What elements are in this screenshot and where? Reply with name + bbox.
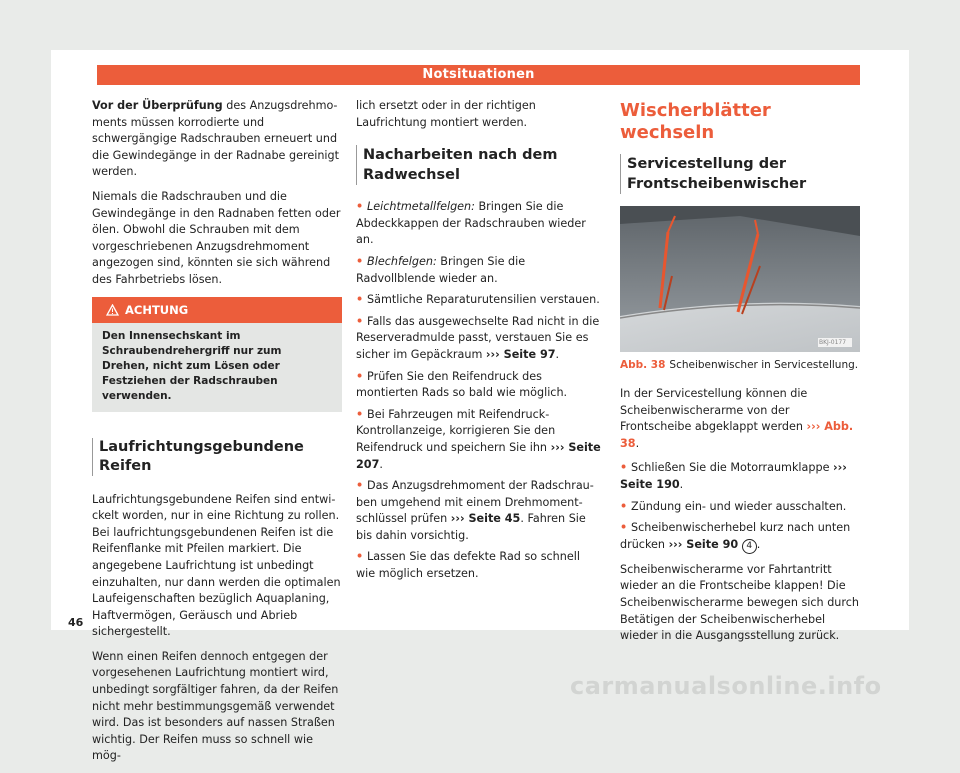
section-title: Laufrichtungsgebundene Reifen bbox=[92, 438, 342, 476]
section-title: Servicestellung der Frontscheibenwischer bbox=[620, 154, 860, 194]
windshield-drawing bbox=[620, 206, 860, 352]
bullet-icon: • bbox=[620, 521, 632, 535]
item-text: Bringen Sie die Abdeckkappen der Radschrauben wieder an. bbox=[356, 200, 586, 247]
figure-caption bbox=[620, 358, 860, 372]
item-text: Bei Fahrzeugen mit Reifendruck-Kontrollanzeige, korrigieren Sie den Reifendruck und speichern Sie ihn bbox=[356, 407, 556, 454]
list-item: • Scheibenwischerhebel kurz nach unten drücken ››› Seite 90 4 . bbox=[620, 520, 860, 554]
page-number: 46 bbox=[68, 616, 84, 629]
paragraph: Niemals die Radschrauben und die Gewindegänge in den Radnaben fetten oder ölen. Obwohl die Schrauben mit dem vorgeschriebenen Anzugsdrehmoment angezogen sind, könnten sie sich während des Fahrbetriebs lösen. bbox=[92, 189, 341, 286]
page-link[interactable]: ››› Seite 207 bbox=[356, 440, 601, 471]
page-link[interactable]: ››› Seite 45 bbox=[450, 512, 521, 526]
bullet-icon: • bbox=[356, 550, 368, 564]
watermark: carmanualsonline.info bbox=[570, 672, 882, 700]
paragraph-text: In der Servicestellung können die Scheibenwischerarme von der Frontscheibe abgeklappt werden bbox=[620, 387, 808, 434]
chapter-heading: Wischerblätter wechseln bbox=[620, 100, 771, 143]
bullet-icon: • bbox=[620, 461, 632, 475]
bullet-icon: • bbox=[356, 369, 368, 383]
warning-box bbox=[92, 297, 342, 412]
page-link[interactable]: ››› Seite 97 bbox=[485, 347, 556, 361]
bullet-icon: • bbox=[356, 407, 368, 421]
figure-link[interactable]: ››› Abb. 38 bbox=[620, 420, 854, 450]
warning-triangle-icon bbox=[106, 304, 119, 316]
paragraph bbox=[92, 98, 342, 181]
lead-bold: Vor der Überprüfung bbox=[92, 99, 223, 112]
page-link[interactable]: ››› Seite 190 bbox=[620, 461, 847, 491]
column-middle bbox=[356, 98, 602, 588]
list-item bbox=[356, 549, 602, 582]
section-title: Nacharbeiten nach dem Radwechsel bbox=[356, 145, 602, 185]
section-header: Notsituationen bbox=[97, 65, 860, 85]
paragraph: lich ersetzt oder in der richtigen Laufrichtung montiert werden. bbox=[356, 99, 536, 129]
item-text: Falls das ausgewechselte Rad nicht in die Reserveradmulde passt, verstauen Sie es sicher im Gepäckraum bbox=[356, 314, 600, 361]
item-text: Schließen Sie die Motorraumklappe bbox=[631, 461, 834, 475]
item-text: Scheibenwischerhebel kurz nach unten drücken bbox=[620, 521, 851, 551]
bullet-list bbox=[356, 199, 602, 582]
paragraph: Laufrichtungsgebundene Reifen sind entwickelt worden, nur in eine Richtung zu rollen. Bei laufrichtungsgebundenen Reifen ist die Reifenflanke mit Pfeilen markiert. Die angegebene Laufrichtung ist unbedingt einzuhalten, nur dann werden die optimalen Laufeigenschaften bezüglich Aquaplaning, Haftvermögen, Geräusch und Abrieb sichergestellt. bbox=[92, 492, 341, 639]
item-text: Zündung ein- und wieder ausschalten. bbox=[631, 499, 847, 513]
bullet-icon: • bbox=[356, 293, 368, 307]
warning-header bbox=[92, 297, 342, 323]
bullet-list bbox=[620, 460, 860, 553]
bullet-icon: • bbox=[356, 479, 368, 493]
paragraph: In der Servicestellung können die Scheibenwischerarme von der Frontscheibe abgeklappt werden ››› Abb. 38. bbox=[620, 387, 854, 450]
list-item bbox=[620, 499, 860, 516]
column-right bbox=[620, 98, 860, 653]
bullet-icon: • bbox=[356, 200, 368, 214]
list-item bbox=[356, 199, 602, 249]
caption-text: Scheibenwischer in Servicestellung. bbox=[669, 359, 859, 371]
bullet-icon: • bbox=[356, 314, 368, 328]
item-text: Lassen Sie das defekte Rad so schnell wie möglich ersetzen. bbox=[356, 550, 580, 581]
warning-title: ACHTUNG bbox=[125, 302, 189, 317]
item-label: Blechfelgen: bbox=[367, 254, 437, 268]
list-item bbox=[356, 292, 602, 309]
wiper-illustration bbox=[620, 206, 860, 352]
bullet-icon: • bbox=[356, 254, 368, 268]
figure-code: BKJ-0177 bbox=[819, 339, 847, 346]
item-text: . Fahren Sie bis dahin vorsichtig. bbox=[356, 512, 586, 542]
list-item bbox=[356, 254, 602, 287]
paragraph: Wenn einen Reifen dennoch entgegen der vorgesehenen Laufrichtung montiert wird, unbedingt sorgfältiger fahren, da der Reifen nicht mehr bestimmungsgemäß verwendet wird. Das ist besonders auf nassen Straßen wichtig. Der Reifen muss so schnell wie mög- bbox=[92, 649, 339, 763]
item-text: Sämtliche Reparaturutensilien verstauen. bbox=[367, 293, 600, 307]
warning-text: Den Innensechskant im Schraubendrehergriff nur zum Drehen, nicht zum Lösen oder Festziehen der Radschrauben verwenden. bbox=[102, 329, 282, 402]
list-item: • Bei Fahrzeugen mit Reifendruck-Kontrollanzeige, korrigieren Sie den Reifendruck und speichern Sie ihn ››› Seite 207. bbox=[356, 407, 601, 471]
item-label: Leichtmetallfelgen: bbox=[367, 200, 475, 214]
list-item bbox=[356, 369, 602, 402]
paragraph-text: des Anzugsdrehmoments müssen korrodierte und schwergängige Radschrauben erneuert und die Gewindegänge in der Radnabe gereinigt werden. bbox=[92, 99, 340, 179]
item-text: Prüfen Sie den Reifendruck des montierten Rads so bald wie möglich. bbox=[356, 369, 568, 400]
item-text: Bringen Sie die Radvollblende wieder an. bbox=[356, 254, 526, 285]
figure-label: Abb. 38 bbox=[620, 359, 666, 371]
paragraph: Scheibenwischerarme vor Fahrtantritt wieder an die Frontscheibe klappen! Die Scheibenwischerarme bewegen sich durch Betätigen der Scheibenwischerhebel wieder in die Ausgangsstellung zurück. bbox=[620, 562, 859, 643]
item-text: Das Anzugsdrehmoment der Radschrauben umgehend mit einem Drehmomentschlüssel prüfen bbox=[356, 479, 594, 526]
list-item bbox=[356, 478, 602, 544]
column-left bbox=[92, 98, 342, 773]
list-item: • Falls das ausgewechselte Rad nicht in die Reserveradmulde passt, verstauen Sie es sicher im Gepäckraum ››› Seite 97. bbox=[356, 314, 600, 361]
page-link[interactable]: ››› Seite 90 bbox=[668, 537, 739, 551]
list-item: • Schließen Sie die Motorraumklappe ››› Seite 190. bbox=[620, 461, 847, 491]
callout-number-icon: 4 bbox=[742, 539, 757, 554]
bullet-icon: • bbox=[620, 499, 632, 513]
